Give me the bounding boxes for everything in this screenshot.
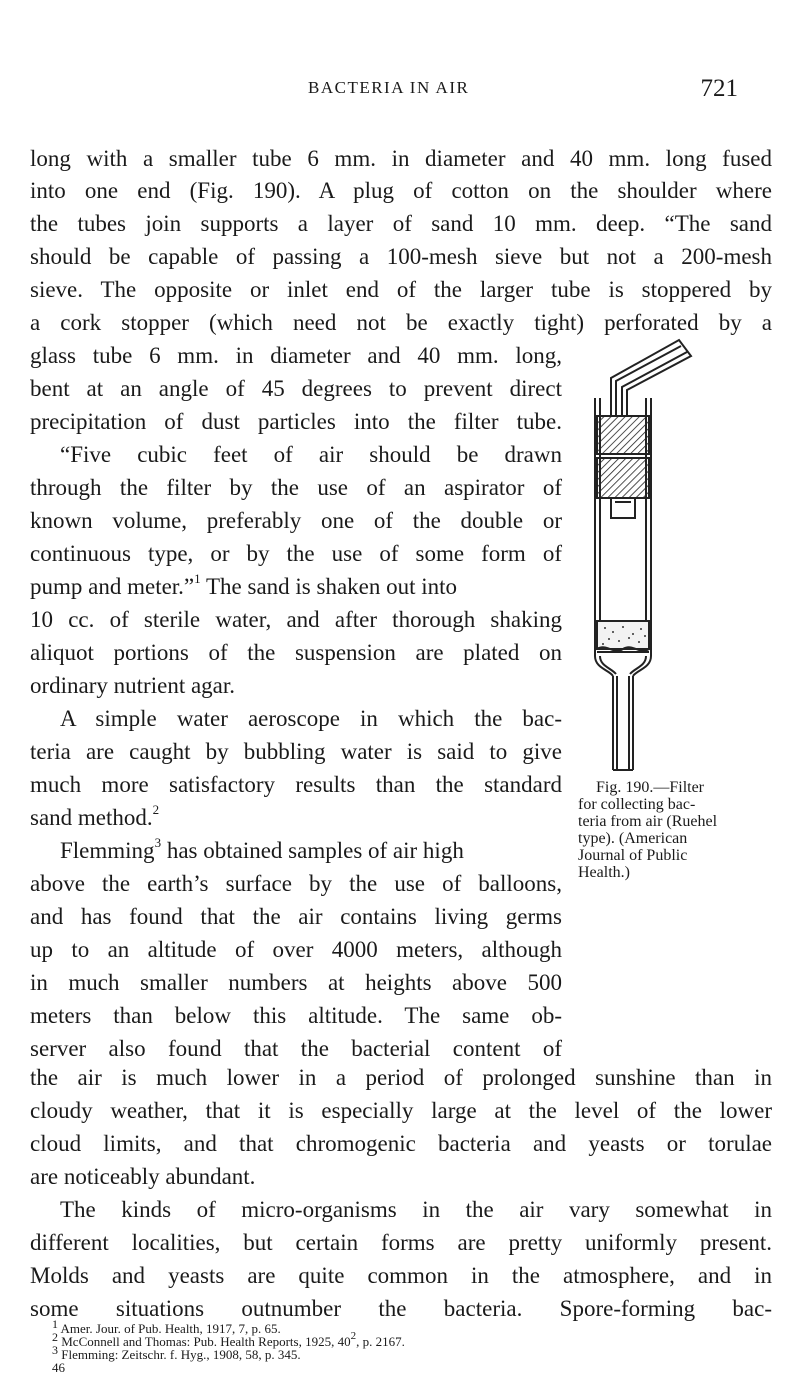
page-number: 721 (700, 75, 738, 102)
caption-line: for collecting bac- (578, 796, 696, 813)
text-line: a cork stopper (which need not be exactly tight) perforated by a (30, 310, 772, 335)
text-line: different localities, but certain forms are pretty uniformly present. (30, 1230, 772, 1255)
text-line: much more satisfactory results than the standard (30, 772, 562, 797)
text-line: above the earth’s surface by the use of balloons, (30, 871, 562, 896)
caption-line: type). (American (578, 830, 688, 847)
figure-caption (578, 779, 774, 881)
text-line: and has found that the air contains living germs (30, 904, 562, 929)
footnote-number: 1 (52, 1317, 58, 1331)
text-segment: Flemming (60, 838, 155, 863)
text-line: cloudy weather, that it is especially large at the level of the lower (30, 1098, 772, 1123)
text-line: should be capable of passing a 100-mesh sieve but not a 200-mesh (30, 244, 772, 269)
page-header (0, 75, 800, 108)
text-line: Molds and yeasts are quite common in the atmosphere, and in (30, 1263, 772, 1288)
text-line: some situations outnumber the bacteria. Spore-forming bac- (30, 1296, 772, 1321)
text-line: bent at an angle of 45 degrees to prevent direct (30, 376, 562, 401)
text-line: the tubes join supports a layer of sand 10 mm. deep. “The sand (30, 211, 772, 236)
footnote-number: 3 (52, 1343, 58, 1357)
footnote-text: Amer. Jour. of Pub. Health, 1917, 7, p. 65. (58, 1321, 281, 1336)
text-segment: sand method. (30, 805, 153, 830)
footnote (52, 1343, 772, 1362)
text-line: “Five cubic feet of air should be drawn (60, 442, 562, 467)
text-line: continuous type, or by the use of some form of (30, 541, 562, 566)
reference-mark: 1 (194, 571, 201, 587)
text-line: glass tube 6 mm. in diameter and 40 mm. long, (30, 343, 562, 368)
text-line: aliquot portions of the suspension are plated on (30, 640, 562, 665)
text-line: are noticeably abundant. (30, 1164, 256, 1189)
text-segment: pump and meter.” (30, 574, 195, 599)
text-line: meters than below this altitude. The same ob- (30, 1003, 562, 1028)
figure-filter-tube (583, 338, 703, 778)
caption-line: Journal of Public (578, 847, 688, 864)
reference-mark: 2 (152, 802, 160, 818)
text-line: server also found that the bacterial content of (30, 1036, 562, 1061)
text-line: A simple water aeroscope in which the bac- (60, 706, 562, 731)
text-line: ordinary nutrient agar. (30, 673, 236, 698)
text-line: the air is much lower in a period of prolonged sunshine than in (30, 1065, 772, 1090)
text-segment: has obtained samples of air high (161, 838, 464, 863)
text-line: The kinds of micro-organisms in the air vary somewhat in (60, 1197, 772, 1222)
text-segment: The sand is shaken out into (200, 574, 458, 599)
caption-line: teria from air (Ruehel (578, 813, 718, 830)
footnote-text-tail: , p. 2167. (356, 1334, 405, 1349)
text-line: precipitation of dust particles into the filter tube. (30, 409, 562, 434)
text-line: long with a smaller tube 6 mm. in diameter and 40 mm. long fused (30, 146, 772, 171)
text-line: cloud limits, and that chromogenic bacteria and yeasts or torulae (30, 1131, 772, 1156)
text-line (30, 573, 562, 600)
text-line (30, 804, 562, 831)
text-line: through the filter by the use of an aspirator of (30, 475, 562, 500)
text-line: up to an altitude of over 4000 meters, although (30, 937, 562, 962)
footnote-number: 2 (52, 1330, 58, 1344)
signature-mark: 46 (52, 1360, 65, 1375)
footnote-text: McConnell and Thomas: Pub. Health Reports, 1925, 40 (58, 1334, 351, 1349)
text-line (30, 837, 562, 864)
text-line: in much smaller numbers at heights above 500 (30, 970, 562, 995)
text-line: teria are caught by bubbling water is said to give (30, 739, 562, 764)
text-line: known volume, preferably one of the double or (30, 508, 562, 533)
reference-mark: 3 (154, 835, 162, 851)
text-line: 10 cc. of sterile water, and after thorough shaking (30, 607, 562, 632)
caption-line: Fig. 190.—Filter (596, 779, 705, 796)
text-line: into one end (Fig. 190). A plug of cotton on the shoulder where (30, 178, 772, 203)
footnote-text: Flemming: Zeitschr. f. Hyg., 1908, 58, p. 345. (58, 1347, 301, 1362)
footnotes (52, 1317, 772, 1375)
text-line: sieve. The opposite or inlet end of the larger tube is stoppered by (30, 277, 772, 302)
footnote-superscript: 2 (350, 1329, 357, 1342)
running-head: BACTERIA IN AIR (308, 78, 470, 97)
caption-line: Health.) (578, 864, 630, 881)
